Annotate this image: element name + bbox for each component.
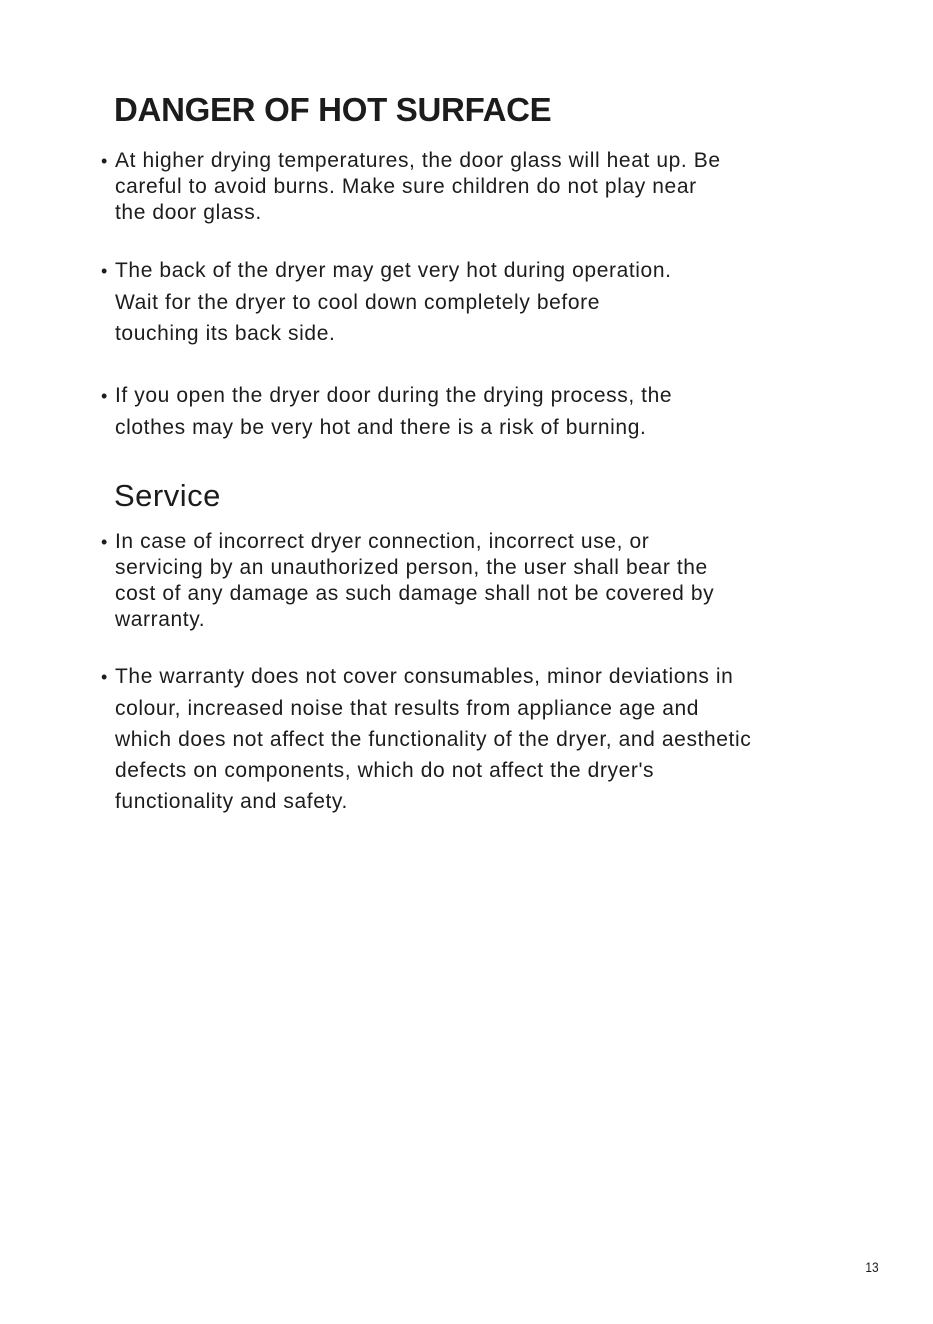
bullet-marker: • <box>101 261 108 281</box>
section-title-service: Service <box>114 478 221 513</box>
bullet-text-line: The warranty does not cover consumables, minor deviations in <box>115 665 734 688</box>
bullet-text-line: In case of incorrect dryer connection, incorrect use, or <box>115 530 650 553</box>
service-bullet-warranty-exclusions <box>101 661 901 817</box>
bullet-text-line: functionality and safety. <box>115 790 348 813</box>
service-bullet-damage-cost <box>101 529 901 633</box>
danger-bullet-door-glass <box>101 148 901 226</box>
bullet-text-line: warranty. <box>115 608 206 631</box>
bullet-marker: • <box>101 151 108 171</box>
bullet-text-line: the door glass. <box>115 201 262 224</box>
bullet-marker: • <box>101 667 108 687</box>
bullet-text-line: clothes may be very hot and there is a risk of burning. <box>115 416 647 439</box>
bullet-text-line: colour, increased noise that results from appliance age and <box>115 697 700 720</box>
bullet-text-line: servicing by an unauthorized person, the user shall bear the <box>115 556 708 579</box>
bullet-text-line: Wait for the dryer to cool down completely before <box>115 291 601 314</box>
page-number: 13 <box>865 1259 879 1275</box>
bullet-marker: • <box>101 532 108 552</box>
danger-bullet-hot-clothes <box>101 380 901 443</box>
bullet-text-line: At higher drying temperatures, the door glass will heat up. Be <box>115 149 721 172</box>
bullet-text-line: careful to avoid burns. Make sure children do not play near <box>115 175 697 198</box>
section-title-danger-hot-surface: DANGER OF HOT SURFACE <box>114 91 552 128</box>
bullet-text-line: If you open the dryer door during the drying process, the <box>115 384 673 407</box>
danger-bullet-back-side <box>101 255 901 349</box>
bullet-text-line: cost of any damage as such damage shall not be covered by <box>115 582 715 605</box>
bullet-text-line: defects on components, which do not affect the dryer's <box>115 759 655 782</box>
bullet-text-line: The back of the dryer may get very hot during operation. <box>115 259 672 282</box>
bullet-marker: • <box>101 386 108 406</box>
bullet-text-line: touching its back side. <box>115 322 336 345</box>
bullet-text-line: which does not affect the functionality of the dryer, and aesthetic <box>115 728 752 751</box>
